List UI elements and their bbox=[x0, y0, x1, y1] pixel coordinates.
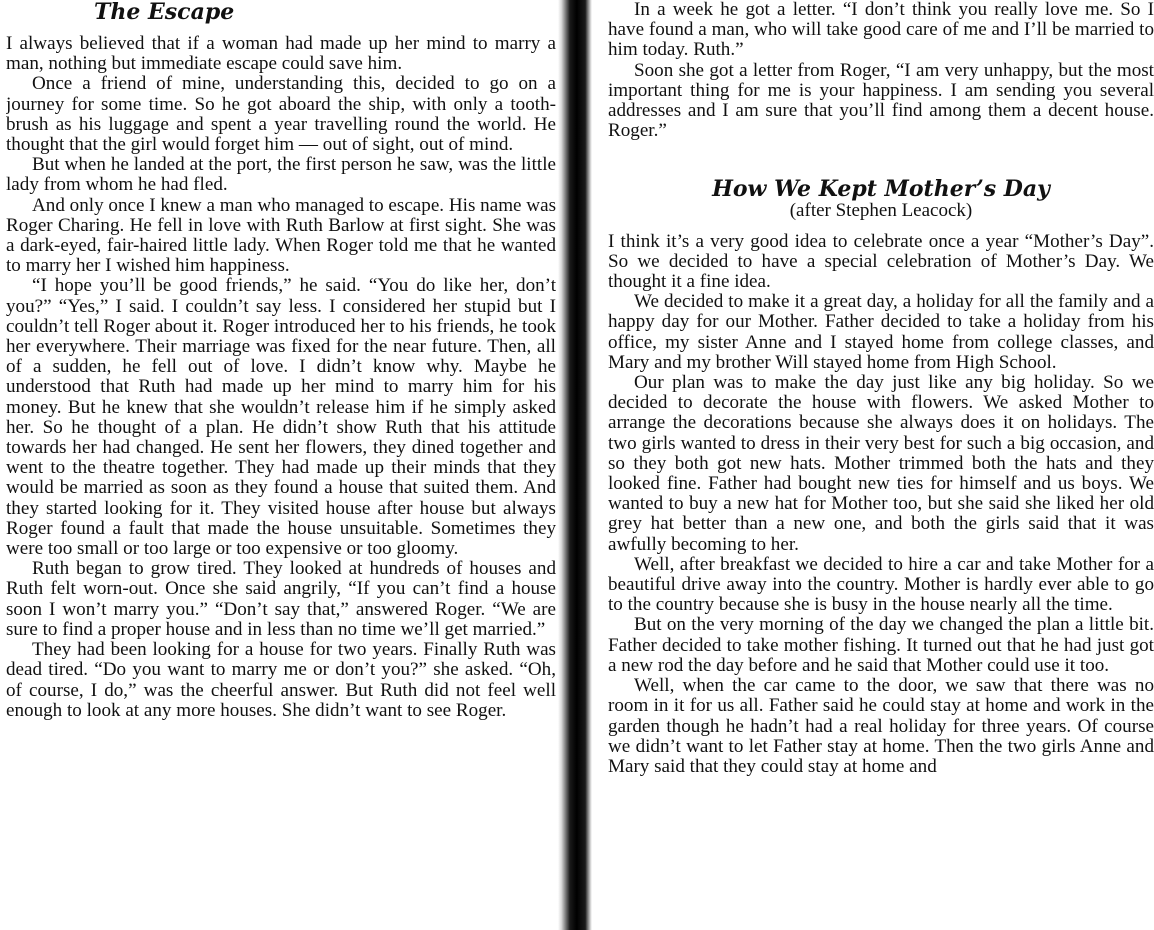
paragraph: But when he landed at the port, the first person he saw, was the little lady from whom he had fled. bbox=[6, 154, 556, 196]
paragraph: Our plan was to make the day just like any big holiday. So we decided to decorate the house with flowers. We asked Mother to arrange the decorations because she always does it on holidays. The two girls wanted to dress in their very best for such a big occasion, and so they both got new hats. Mother trimmed both the hats and they looked fine. Father had bought new ties for himself and us boys. We wanted to buy a new hat for Mother too, but she said she liked her old grey hat better than a new one, and both the girls said that it was awfully becoming to her. bbox=[608, 372, 1154, 555]
paragraph: Well, when the car came to the door, we saw that there was no room in it for us all. Father said he could stay at home and work in the garden though he hadn’t had a real holiday for three years. Of course we didn’t want to let Father stay at home. Then the two girls Anne and Mary said that they could stay at home and bbox=[608, 675, 1154, 777]
paragraph: We decided to make it a great day, a holiday for all the family and a happy day for our Mother. Father decided to take a holiday from his office, my sister Anne and I stayed home from college classes, and Mary and my brother Will stayed home from High School. bbox=[608, 291, 1154, 373]
right-page bbox=[608, 0, 1154, 930]
paragraph: They had been looking for a house for two years. Finally Ruth was dead tired. “Do you want to marry me or don’t you?” she asked. “Oh, of course, I do,” was the cheerful answer. But Ruth did not feel well enough to look at any more houses. She didn’t want to see Roger. bbox=[6, 639, 556, 721]
story-subtitle: (after Stephen Leacock) bbox=[789, 200, 973, 222]
paragraph: And only once I knew a man who managed to escape. His name was Roger Charing. He fell in love with Ruth Barlow at first sight. She was a dark-eyed, fair-haired little lady. When Roger told me that he wanted to marry her I wished him happiness. bbox=[6, 194, 556, 277]
paragraph: But on the very morning of the day we changed the plan a little bit. Father decided to take mother fishing. It turned out that he had just got a new rod the day before and he said that Mother could use it too. bbox=[608, 614, 1154, 676]
paragraph: Soon she got a letter from Roger, “I am very unhappy, but the most important thing for me is your happiness. I am sending you several addresses and I am sure that you’ll find among them a decent house. Roger.” bbox=[608, 59, 1154, 142]
paragraph: Ruth began to grow tired. They looked at hundreds of houses and Ruth felt worn-out. Once she said angrily, “If you can’t find a house soon I won’t marry you.” “Don’t say that,” answered Roger. “We are sure to find a proper house and in less than no time we’ll get married.” bbox=[6, 558, 556, 640]
paragraph: I always believed that if a woman had made up her mind to marry a man, nothing but immediate escape could save him. bbox=[6, 33, 556, 75]
paragraph: Once a friend of mine, understanding this, decided to go on a journey for some time. So he got aboard the ship, with only a tooth-brush as his luggage and spent a year travelling round the world. He thought that the girl would forget him — out of sight, out of mind. bbox=[6, 73, 556, 156]
section-gap bbox=[608, 141, 1154, 159]
paragraph: “I hope you’ll be good friends,” he said. “You do like her, don’t you?” “Yes,” I said. I couldn’t say less. I considered her stupid but I couldn’t tell Roger about it. Roger introduced her to his friends, he took her everywhere. Their marriage was fixed for the near future. Then, all of a sudden, he fell out of love. I didn’t know why. Maybe he understood that Ruth had made up her mind to marry him for his money. But he knew that she wouldn’t release him if he simply asked her. So he thought of a plan. He didn’t show Ruth that his attitude towards her had changed. He sent her flowers, they dined together and went to the theatre together. They had made up their minds that they would be married as soon as they found a house that suited them. And they started looking for it. They visited house after house but always Roger found a fault that made the house unsuitable. Sometimes they were too small or too large or too expensive or too gloomy. bbox=[6, 275, 556, 560]
story-title-mothers-day: How We Kept Mother’s Day bbox=[712, 176, 1050, 203]
story-title-escape: The Escape bbox=[94, 0, 235, 25]
paragraph: Well, after breakfast we decided to hire a car and take Mother for a beautiful drive away into the country. Mother is hardly ever able to go to the country because she is busy in the house nearly all the time. bbox=[608, 553, 1154, 616]
book-gutter bbox=[558, 0, 592, 930]
left-page bbox=[6, 0, 556, 930]
paragraph: I think it’s a very good idea to celebrate once a year “Mother’s Day”. So we decided to have a special celebration of Mother’s Day. We thought it a fine idea. bbox=[608, 230, 1154, 293]
paragraph: In a week he got a letter. “I don’t think you really love me. So I have found a man, who will take good care of me and I’ll be married to him today. Ruth.” bbox=[608, 0, 1154, 61]
